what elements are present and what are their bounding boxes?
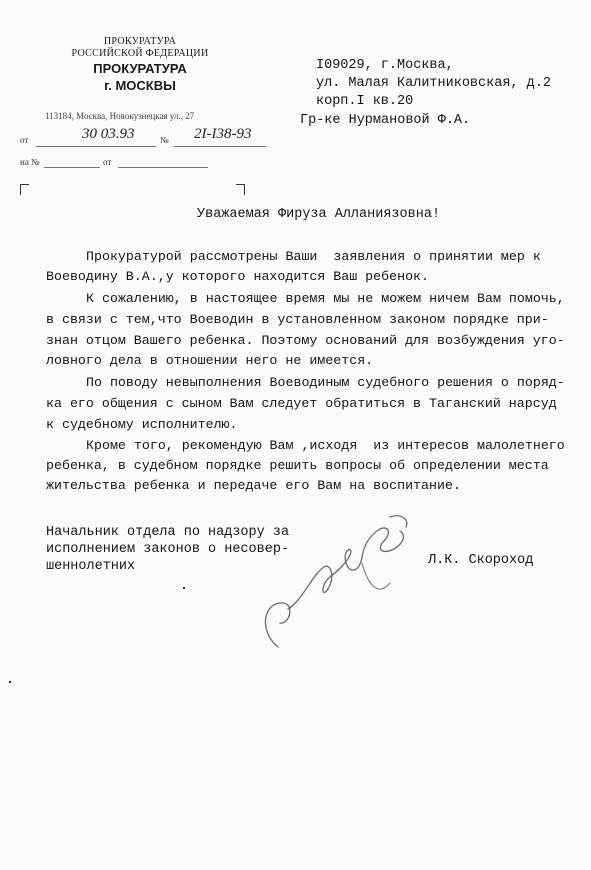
ref-label: на № bbox=[20, 157, 40, 167]
recipient-line-1: I09029, г.Москва, bbox=[316, 58, 454, 73]
date-underline bbox=[36, 146, 156, 147]
sender-address: 113184, Москва, Новокузнецкая ул., 27 bbox=[45, 111, 195, 121]
date-label: от bbox=[20, 135, 29, 145]
recipient-line-4: Гр-ке Нурмановой Ф.А. bbox=[300, 113, 471, 128]
signature-title-2: исполнением законов о несовер- bbox=[46, 542, 290, 557]
body-line-11: ребенка, в судебном порядке решить вопросы об определении места bbox=[46, 458, 549, 473]
signature-title-1: Начальник отдела по надзору за bbox=[46, 525, 290, 540]
sender-line-2: РОССИЙСКОЙ ФЕДЕРАЦИИ bbox=[71, 48, 209, 59]
body-line-6: ловного дела в отношении него не имеется. bbox=[46, 353, 374, 368]
number-label: № bbox=[160, 135, 169, 145]
recipient-line-3: корп.I кв.20 bbox=[316, 94, 414, 109]
number-underline bbox=[174, 146, 266, 147]
body-line-5: знан отцом Вашего ребенка. Поэтому оснований для возбуждения уго- bbox=[46, 333, 565, 348]
window-corner-right bbox=[236, 184, 245, 195]
recipient-line-2: ул. Малая Калитниковская, д.2 bbox=[316, 76, 551, 91]
body-line-8: ка его общения с сыном Вам следует обратиться в Таганский нарсуд bbox=[46, 396, 557, 411]
sender-line-3: ПРОКУРАТУРА bbox=[93, 61, 187, 76]
scan-speck bbox=[183, 587, 185, 589]
body-line-2: Воеводину В.А.,у которого находится Ваш ребенок. bbox=[46, 269, 430, 284]
date-value: 30 03.93 bbox=[82, 126, 135, 142]
signature-title-3: шеннолетних bbox=[46, 559, 136, 574]
body-line-9: к судебному исполнителю. bbox=[46, 417, 238, 432]
ref-from-underline bbox=[118, 167, 208, 168]
number-value: 2I-I38-93 bbox=[194, 126, 252, 142]
body-line-4: в связи с тем,что Воеводин в установленном законом порядке при- bbox=[46, 312, 549, 327]
sender-line-1: ПРОКУРАТУРА bbox=[103, 36, 177, 47]
salutation: Уважаемая Фируза Алланиязовна! bbox=[197, 207, 441, 222]
scan-speck bbox=[9, 681, 11, 683]
ref-underline bbox=[44, 167, 100, 168]
signatory-name: Л.К. Скороход bbox=[428, 553, 534, 568]
body-line-10: Кроме того, рекомендую Вам ,исходя из интересов малолетнего bbox=[86, 438, 565, 453]
body-line-7: По поводу невыполнения Воеводиным судебного решения о поряд- bbox=[86, 375, 565, 390]
ref-from-label: от bbox=[103, 157, 112, 167]
sender-line-4: г. МОСКВЫ bbox=[104, 78, 176, 93]
body-line-3: К сожалению, в настоящее время мы не можем ничем Вам помочь, bbox=[86, 291, 565, 306]
window-corner-left bbox=[20, 184, 29, 195]
body-line-12: жительства ребенка и передаче его Вам на воспитание. bbox=[46, 478, 461, 493]
body-line-1: Прокуратурой рассмотрены Ваши заявления о принятии мер к bbox=[86, 249, 541, 264]
handwritten-signature bbox=[250, 505, 420, 655]
